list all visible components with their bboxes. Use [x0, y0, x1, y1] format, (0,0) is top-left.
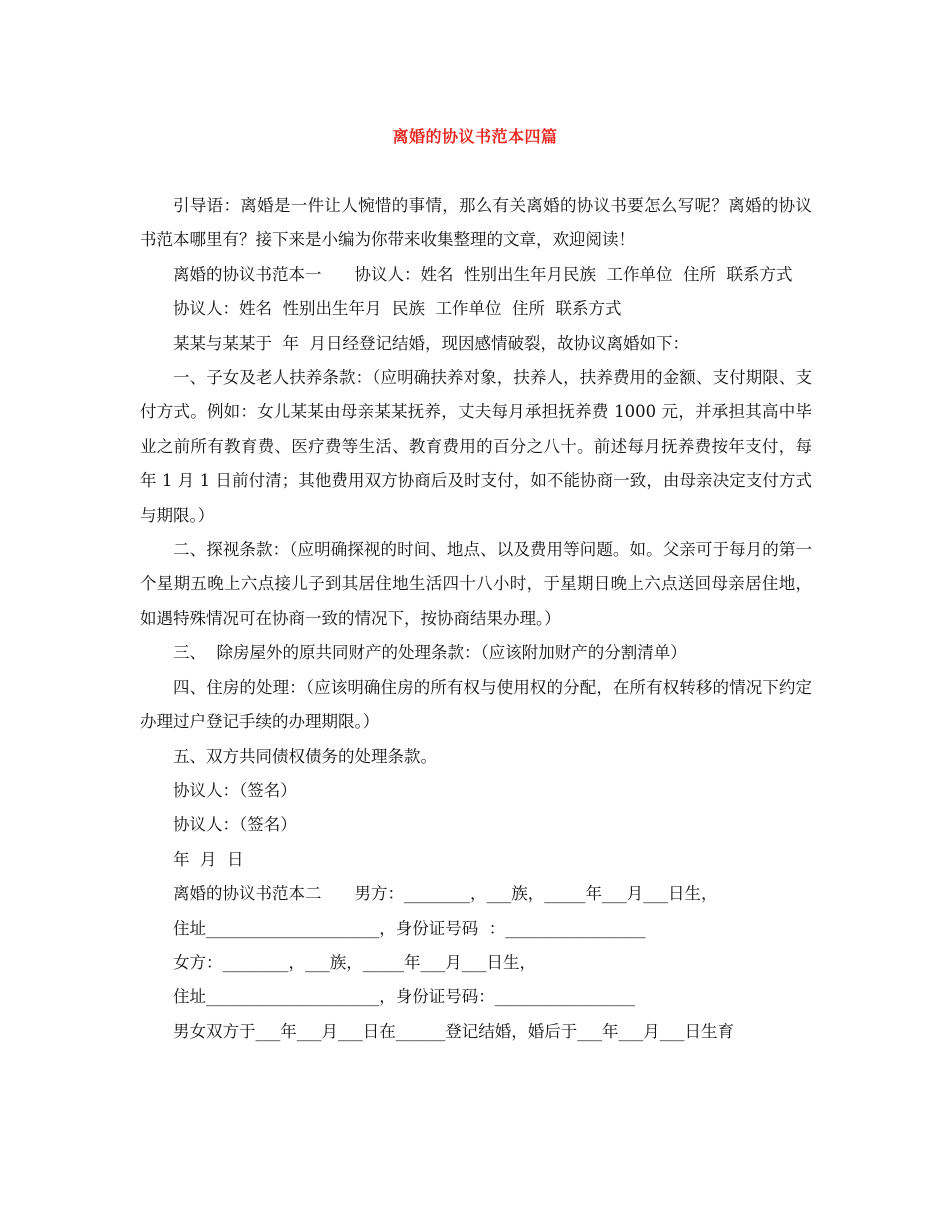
paragraph-signature-one: 协议人：（签名）	[173, 780, 297, 800]
paragraph-female-address: 住址_____________________，身份证号码：_________________	[173, 987, 635, 1007]
paragraph-clause-two: 二、探视条款：（应明确探视的时间、地点、以及费用等问题。如。父亲可于每月的第一个星期五晚上六点接儿子到其居住地生活四十八小时，于星期日晚上六点送回母亲居住地，如遇特殊情况可在协商一致的情况下，按协商结果办理。）	[140, 540, 812, 628]
paragraph-date: 年 月 日	[173, 849, 244, 869]
paragraph-intro: 引导语：离婚是一件让人惋惜的事情，那么有关离婚的协议书要怎么写呢？离婚的协议书范本哪里有？接下来是小编为你带来收集整理的文章，欢迎阅读！	[140, 196, 812, 250]
document-title: 离婚的协议书范本四篇	[392, 127, 558, 146]
paragraph-party-two: 协议人：姓名 性别出生年月 民族 工作单位 住所 联系方式	[173, 299, 622, 319]
paragraph-template-two-male: 离婚的协议书范本二 男方：________，___族，_____年___月___日生，	[173, 884, 718, 904]
paragraph-template-one-header: 离婚的协议书范本一 协议人：姓名 性别出生年月民族 工作单位 住所 联系方式	[173, 264, 793, 284]
paragraph-clause-one: 一、子女及老人扶养条款：（应明确扶养对象，扶养人，扶养费用的金额、支付期限、支付方式。例如：女儿某某由母亲某某抚养，丈夫每月承担抚养费 1000 元，并承担其高中毕业之前所有教育费、医疗费等生活、教育费用的百分之八十。前述每月抚养费按年支付，每年 1 月 1 日前付清；其他费用双方协商后及时支付，如不能协商一致，由母亲决定支付方式与期限。）	[140, 368, 812, 525]
paragraph-marriage-statement: 某某与某某于 年 月日经登记结婚，现因感情破裂，故协议离婚如下：	[173, 333, 689, 353]
paragraph-male-address: 住址_____________________，身份证号码 ：_________________	[173, 918, 646, 938]
paragraph-female: 女方：________，___族，_____年___月___日生，	[173, 952, 536, 972]
paragraph-clause-four: 四、住房的处理：（应该明确住房的所有权与使用权的分配，在所有权转移的情况下约定办理过户登记手续的办理期限。）	[140, 677, 812, 732]
document-body	[140, 189, 812, 1049]
paragraph-signature-two: 协议人：（签名）	[173, 815, 297, 835]
paragraph-clause-five: 五、双方共同债权债务的处理条款。	[173, 746, 437, 766]
paragraph-marriage-registration: 男女双方于___年___月___日在______登记结婚，婚后于___年___月___日生育	[173, 1021, 734, 1041]
paragraph-clause-three: 三、 除房屋外的原共同财产的处理条款：（应该附加财产的分割清单）	[173, 643, 687, 663]
